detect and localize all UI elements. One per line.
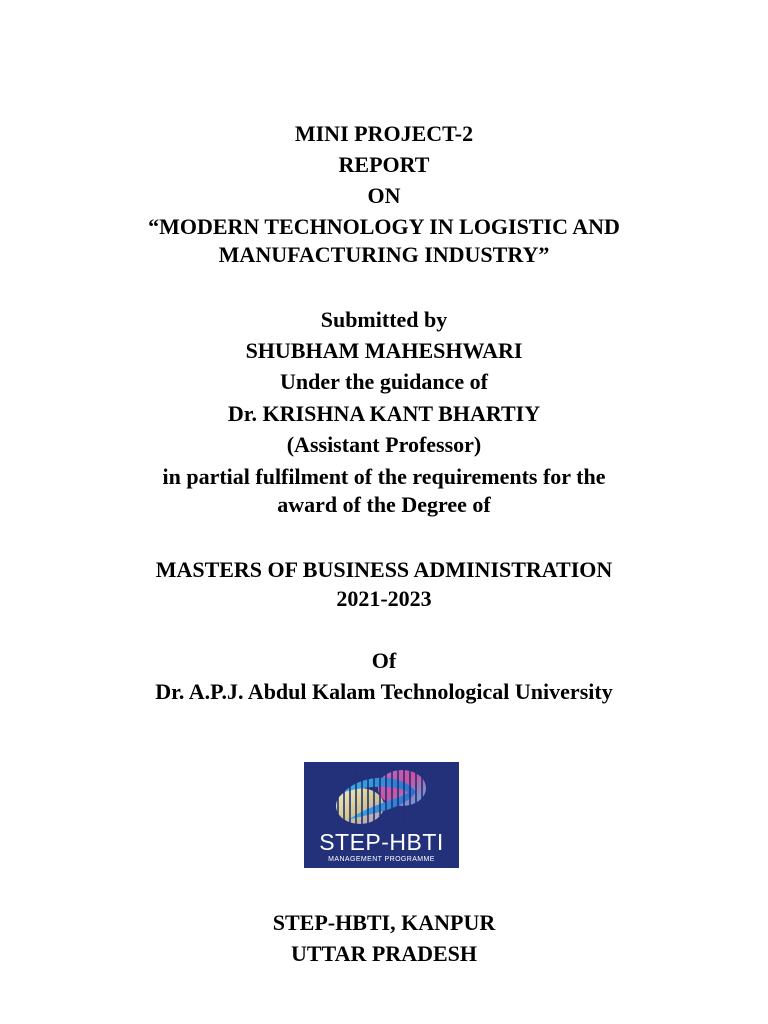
session-years: 2021-2023 [336,586,432,611]
heading-on: ON [367,183,401,208]
project-title-line-2: MANUFACTURING INDUSTRY” [218,242,550,267]
institute-city: STEP-HBTI, KANPUR [272,910,496,935]
university-name: Dr. A.P.J. Abdul Kalam Technological University [155,679,613,704]
fulfilment-line-2: award of the Degree of [277,492,491,517]
step-hbti-emblem-icon [304,762,459,832]
logo-name: STEP-HBTI [319,829,444,855]
logo-subtitle: MANAGEMENT PROGRAMME [328,856,435,863]
student-name: SHUBHAM MAHESHWARI [245,338,523,363]
submitted-by-label: Submitted by [320,307,448,332]
heading-mini-project: MINI PROJECT-2 [294,121,474,146]
project-title-line-1: “MODERN TECHNOLOGY IN LOGISTIC AND [148,214,620,239]
heading-report: REPORT [338,152,430,177]
degree-name: MASTERS OF BUSINESS ADMINISTRATION [155,557,613,582]
step-hbti-logo [304,762,459,868]
state-name: UTTAR PRADESH [290,941,477,966]
guide-name: Dr. KRISHNA KANT BHARTIY [227,401,541,426]
guide-designation: (Assistant Professor) [286,432,482,457]
fulfilment-line-1: in partial fulfilment of the requirements for the [162,464,606,489]
of-label: Of [371,648,397,673]
guidance-label: Under the guidance of [280,369,488,394]
